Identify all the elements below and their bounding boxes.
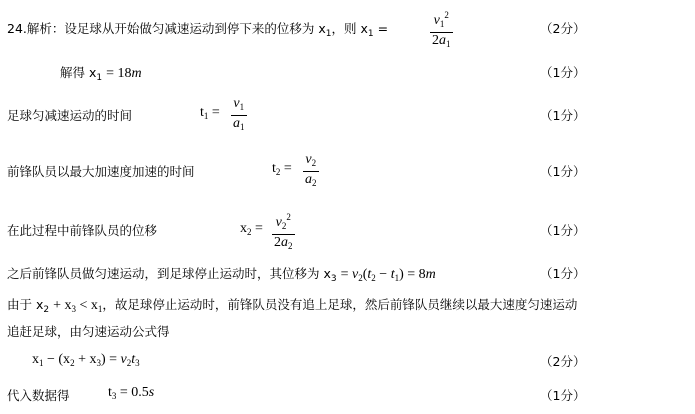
score-2: （1分） xyxy=(540,65,586,80)
score-4: （1分） xyxy=(540,164,586,179)
line-5 xyxy=(0,208,695,251)
line-1 xyxy=(0,6,695,49)
line-4-text: 前锋队员以最大加速度加速的时间 xyxy=(7,164,195,179)
line-7-text: 由于 $x_2 + x_3 < x_1$，故足球停止运动时，前锋队员没有追上足球，然后前锋队员继续以最大速度匀速运动 xyxy=(7,297,578,315)
line-10 xyxy=(0,374,695,414)
line-10-text: 代入数据得 xyxy=(7,388,70,403)
score-5: （1分） xyxy=(540,223,586,238)
line-6-text: 之后前锋队员做匀速运动，到足球停止运动时，其位移为 $x_3 = v_2(t_2 - t_1) = 8m$ xyxy=(7,266,436,284)
fraction-v1sq-over-2a1: $\frac{v_1^2}{2a_1}$ xyxy=(430,8,453,52)
score-1: （2分） xyxy=(540,21,586,36)
line-3-text: 足球匀减速运动的时间 xyxy=(7,108,133,123)
eq-t3: $t_3 = 0.5s$ xyxy=(108,385,155,401)
line-2 xyxy=(0,55,695,95)
score-10: （1分） xyxy=(540,388,586,403)
line-4 xyxy=(0,150,695,190)
eq-t2: $t_2$ = xyxy=(272,161,292,177)
line-5-text: 在此过程中前锋队员的位移 xyxy=(7,223,158,238)
eq-x1-minus: $x_1 - (x_2 + x_3) = v_2t_3$ xyxy=(32,352,140,368)
fraction-v2-over-a2: $\frac{v_2}{a_2}$ xyxy=(303,152,319,191)
eq-x2: $x_2$ = xyxy=(240,221,263,237)
line-8-text: 追赶足球，由匀速运动公式得 xyxy=(7,324,170,339)
score-9: （2分） xyxy=(540,354,586,369)
fraction-v2sq-over-2a2: $\frac{v_2^2}{2a_2}$ xyxy=(272,210,295,254)
line-3 xyxy=(0,94,695,134)
score-6: （1分） xyxy=(540,266,586,281)
line-1-text: 24.解析：设足球从开始做匀减速运动到停下来的位移为 $x_1$，则 $x_1$ = xyxy=(7,21,389,39)
score-3: （1分） xyxy=(540,108,586,123)
eq-t1: $t_1$ = xyxy=(200,105,220,121)
fraction-v1-over-a1: $\frac{v_1}{a_1}$ xyxy=(231,96,247,135)
line-2-text: 解得 $x_1 = 18m$ xyxy=(60,65,142,83)
